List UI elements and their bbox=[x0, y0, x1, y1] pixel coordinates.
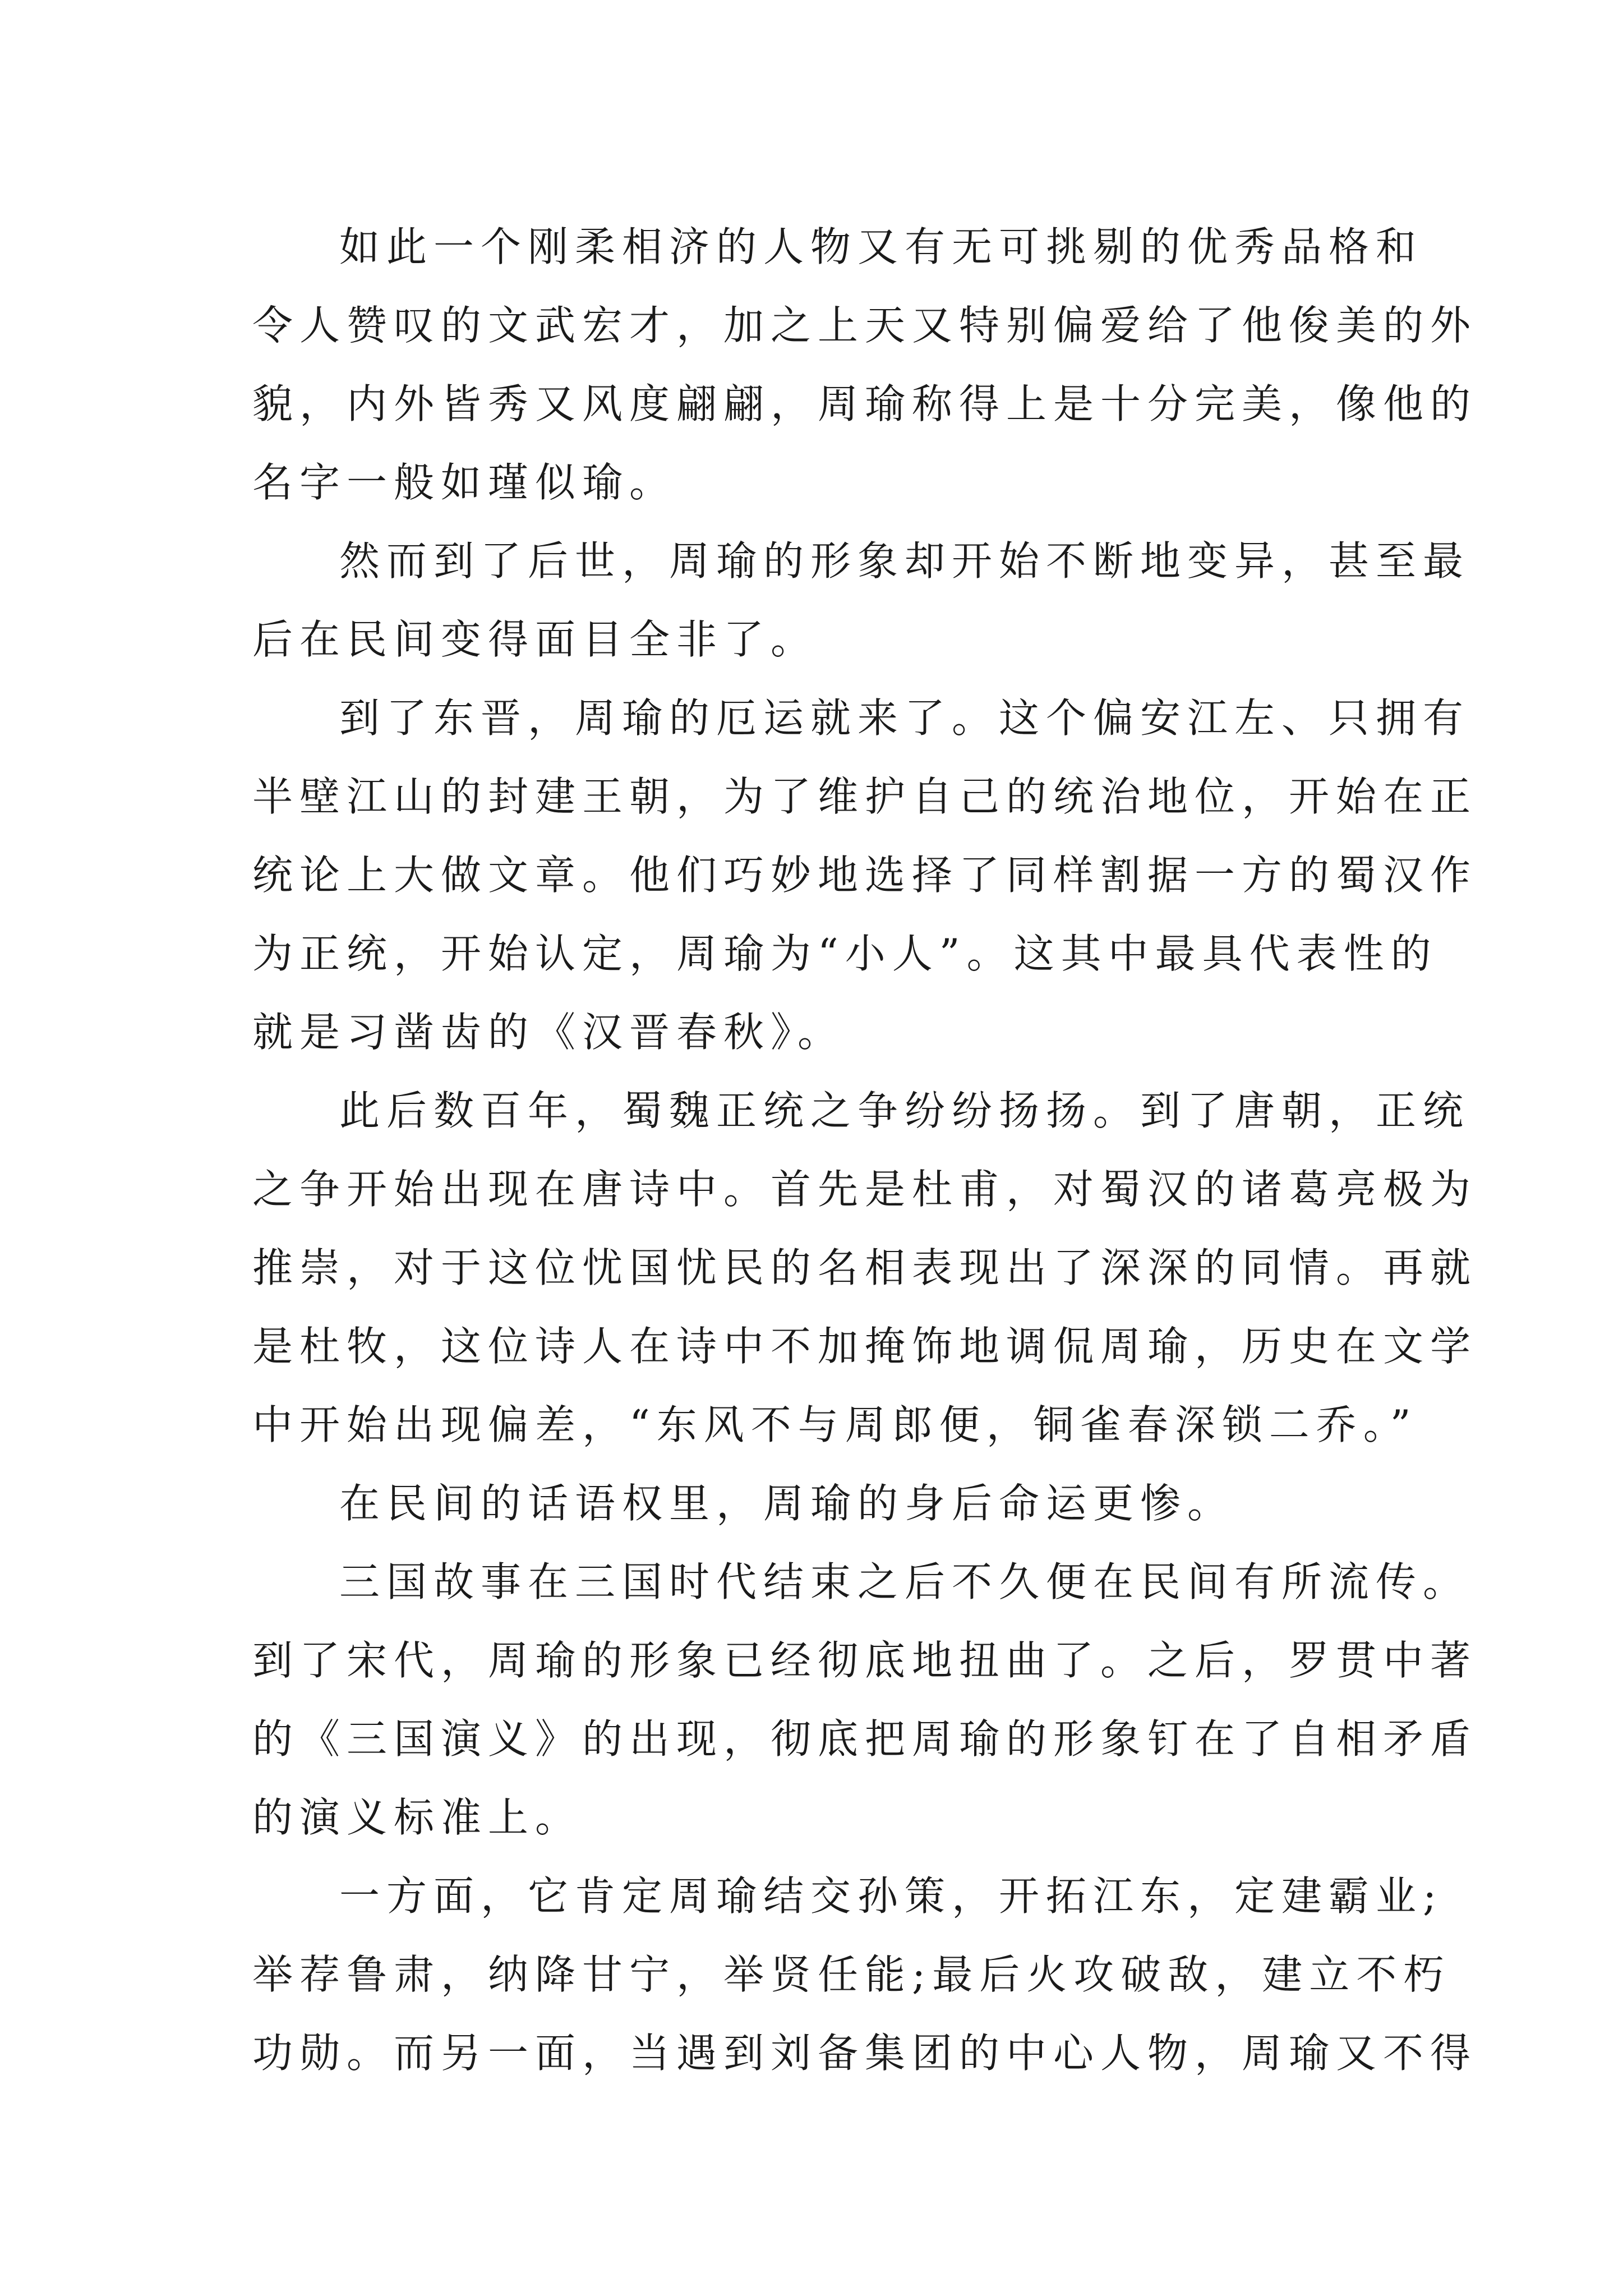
text-line: 之争开始出现在唐诗中。首先是杜甫，对蜀汉的诸葛亮极为 bbox=[252, 1166, 1478, 1213]
text-line: 举荐鲁肃，纳降甘宁，举贤任能;最后火攻破敌，建立不朽 bbox=[252, 1951, 1451, 1998]
text-line: 名字一般如瑾似瑜。 bbox=[252, 459, 677, 506]
text-line: 此后数百年，蜀魏正统之争纷纷扬扬。到了唐朝，正统 bbox=[339, 1087, 1470, 1134]
text-line: 功勋。而另一面，当遇到刘备集团的中心人物，周瑜又不得 bbox=[252, 2030, 1478, 2077]
text-line: 的《三国演义》的出现，彻底把周瑜的形象钉在了自相矛盾 bbox=[252, 1715, 1478, 1763]
text-line: 是杜牧，这位诗人在诗中不加掩饰地调侃周瑜，历史在文学 bbox=[252, 1323, 1478, 1370]
text-line: 的演义标准上。 bbox=[252, 1794, 583, 1841]
text-line: 推崇，对于这位忧国忧民的名相表现出了深深的同情。再就 bbox=[252, 1244, 1478, 1291]
text-line: 如此一个刚柔相济的人物又有无可挑剔的优秀品格和 bbox=[339, 223, 1423, 270]
text-line: 然而到了后世，周瑜的形象却开始不断地变异，甚至最 bbox=[339, 537, 1470, 585]
text-line: 到了宋代，周瑜的形象已经彻底地扭曲了。之后，罗贯中著 bbox=[252, 1637, 1478, 1684]
text-line: 统论上大做文章。他们巧妙地选择了同样割据一方的蜀汉作 bbox=[252, 852, 1478, 899]
text-line: 为正统，开始认定，周瑜为“小人”。这其中最具代表性的 bbox=[252, 930, 1438, 977]
text-line: 三国故事在三国时代结束之后不久便在民间有所流传。 bbox=[339, 1558, 1470, 1605]
text-line: 令人赞叹的文武宏才，加之上天又特别偏爱给了他俊美的外 bbox=[252, 302, 1478, 349]
text-line: 半壁江山的封建王朝，为了维护自己的统治地位，开始在正 bbox=[252, 773, 1478, 820]
text-line: 在民间的话语权里，周瑜的身后命运更惨。 bbox=[339, 1480, 1235, 1527]
text-line: 中开始出现偏差，“东风不与周郎便，铜雀春深锁二乔。” bbox=[252, 1401, 1418, 1448]
text-line: 一方面，它肯定周瑜结交孙策，开拓江东，定建霸业; bbox=[339, 1872, 1444, 1920]
text-line: 貌，内外皆秀又风度翩翩，周瑜称得上是十分完美，像他的 bbox=[252, 380, 1478, 427]
text-line: 后在民间变得面目全非了。 bbox=[252, 616, 818, 663]
text-line: 到了东晋，周瑜的厄运就来了。这个偏安江左、只拥有 bbox=[339, 694, 1470, 742]
text-line: 就是习凿齿的《汉晋春秋》。 bbox=[252, 1009, 845, 1056]
